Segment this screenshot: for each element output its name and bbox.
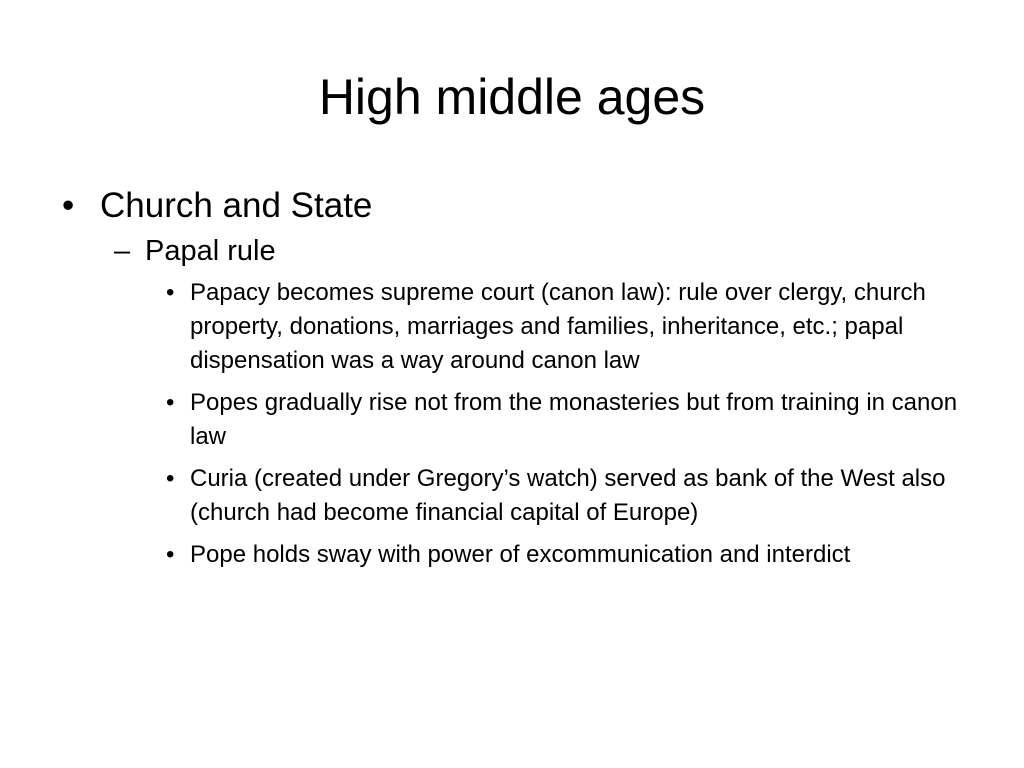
dash-marker: – <box>114 235 131 267</box>
list-item <box>58 538 968 572</box>
bullet-marker: • <box>166 541 175 568</box>
bullet-list-level-3 <box>58 276 968 572</box>
bullet-level-2 <box>58 232 968 270</box>
bullet-text: Church and State <box>100 186 373 225</box>
list-item-text: Papacy becomes supreme court (canon law): rule over clergy, church property, donations, marriages and families, inheritance, etc.; papal dispensation was a way around canon law <box>190 279 926 374</box>
bullet-marker: • <box>166 389 175 416</box>
bullet-text: Papal rule <box>145 235 276 267</box>
bullet-marker: • <box>62 186 75 225</box>
list-item-text: Pope holds sway with power of excommunication and interdict <box>190 541 851 568</box>
list-item-text: Popes gradually rise not from the monasteries but from training in canon law <box>190 389 958 450</box>
list-item <box>58 386 968 454</box>
slide-content <box>58 184 968 580</box>
list-item <box>58 462 968 530</box>
list-item <box>58 276 968 378</box>
bullet-level-1 <box>58 184 968 228</box>
bullet-marker: • <box>166 465 175 492</box>
bullet-marker: • <box>166 279 175 306</box>
slide-title: High middle ages <box>318 69 706 125</box>
list-item-text: Curia (created under Gregory’s watch) served as bank of the West also (church had become financial capital of Europe) <box>190 465 946 526</box>
